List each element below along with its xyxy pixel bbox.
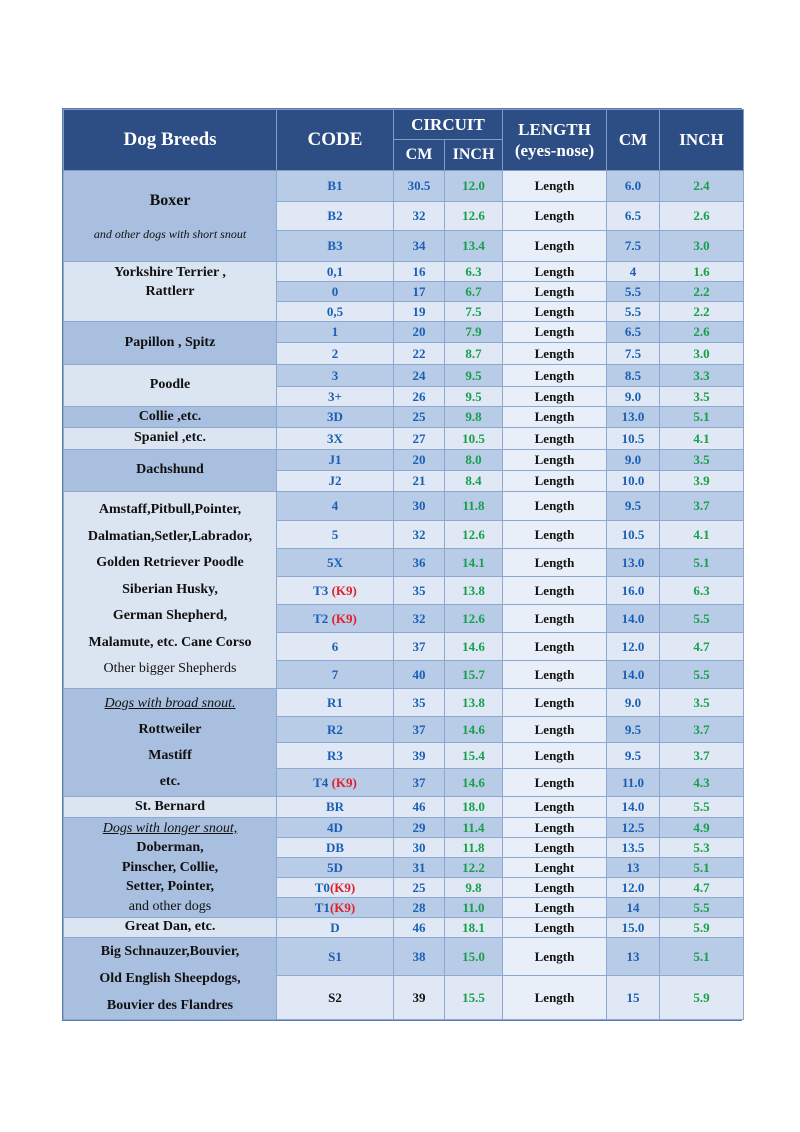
circuit-cm-cell: 30 — [394, 492, 445, 521]
circuit-inch-cell: 15.5 — [445, 976, 503, 1020]
header-length-title: LENGTH — [518, 119, 591, 139]
k9-badge: (K9) — [329, 899, 356, 915]
code-value: B3 — [327, 238, 343, 253]
code-cell — [277, 743, 394, 769]
circuit-cm-cell: 31 — [394, 858, 445, 878]
header-circuit-cm: CM — [394, 140, 445, 171]
code-value: 5 — [331, 526, 339, 542]
breed-st-bernard — [64, 797, 277, 818]
breed-longer-line3: Pinscher, Collie, — [121, 859, 219, 875]
code-cell — [277, 838, 394, 858]
breed-dachshund-name: Dachshund — [136, 462, 204, 478]
code-value: 1 — [331, 324, 339, 339]
length-cm-cell: 10.5 — [607, 521, 660, 549]
length-label-cell: Length — [503, 838, 607, 858]
circuit-inch-cell: 13.4 — [445, 231, 503, 262]
length-label-cell: Length — [503, 976, 607, 1020]
length-inch-cell: 2.6 — [660, 202, 744, 231]
breed-boxer-note: and other dogs with short snout — [93, 226, 247, 241]
code-value: 0,5 — [326, 303, 344, 319]
circuit-cm-cell: 39 — [394, 976, 445, 1020]
code-value: 7 — [331, 666, 339, 682]
breed-collie-name: Collie ,etc. — [138, 408, 202, 424]
header-inch: INCH — [660, 110, 744, 171]
length-cm-cell: 13.0 — [607, 549, 660, 577]
length-cm-cell: 9.5 — [607, 492, 660, 521]
code-cell — [277, 918, 394, 938]
circuit-cm-cell: 26 — [394, 387, 445, 407]
code-value: J2 — [328, 473, 342, 488]
circuit-cm-cell: 24 — [394, 365, 445, 387]
code-value: 5D — [327, 859, 343, 875]
breed-spaniel-name: Spaniel ,etc. — [134, 430, 206, 446]
length-cm-cell: 14.0 — [607, 797, 660, 818]
length-label-cell: Length — [503, 818, 607, 838]
length-label-cell: Length — [503, 661, 607, 689]
circuit-inch-cell: 14.1 — [445, 549, 503, 577]
circuit-cm-cell: 38 — [394, 938, 445, 976]
breed-longer-line4: Setter, Pointer, — [126, 879, 214, 895]
length-label-cell: Length — [503, 302, 607, 322]
breed-longer-line2: Doberman, — [136, 840, 204, 856]
code-cell — [277, 689, 394, 717]
circuit-inch-cell: 8.4 — [445, 471, 503, 492]
length-label-cell: Length — [503, 231, 607, 262]
code-cell — [277, 661, 394, 689]
code-cell — [277, 521, 394, 549]
code-value: T3 — [313, 582, 332, 598]
breed-yorkshire-line2: Rattlerr — [145, 283, 195, 299]
length-inch-cell: 2.4 — [660, 171, 744, 202]
code-cell — [277, 343, 394, 365]
header-code: CODE — [277, 110, 394, 171]
length-cm-cell: 6.0 — [607, 171, 660, 202]
length-label-cell: Length — [503, 262, 607, 282]
circuit-cm-cell: 35 — [394, 577, 445, 605]
circuit-inch-cell: 6.3 — [445, 262, 503, 282]
circuit-cm-cell: 29 — [394, 818, 445, 838]
length-label-cell: Length — [503, 171, 607, 202]
length-cm-cell: 4 — [607, 262, 660, 282]
length-inch-cell: 4.9 — [660, 818, 744, 838]
header-circuit-inch: INCH — [445, 140, 503, 171]
length-cm-cell: 7.5 — [607, 231, 660, 262]
code-value: T0 — [314, 879, 330, 895]
length-inch-cell: 5.1 — [660, 858, 744, 878]
length-inch-cell: 5.9 — [660, 976, 744, 1020]
circuit-inch-cell: 11.8 — [445, 492, 503, 521]
length-cm-cell: 9.0 — [607, 387, 660, 407]
circuit-inch-cell: 7.5 — [445, 302, 503, 322]
circuit-inch-cell: 12.0 — [445, 171, 503, 202]
size-chart — [62, 108, 742, 1021]
length-inch-cell: 5.9 — [660, 918, 744, 938]
length-cm-cell: 13 — [607, 938, 660, 976]
breed-large-dogs — [64, 492, 277, 689]
length-cm-cell: 6.5 — [607, 202, 660, 231]
breed-great-dan-name: Great Dan, etc. — [124, 919, 216, 935]
length-cm-cell: 16.0 — [607, 577, 660, 605]
circuit-inch-cell: 14.6 — [445, 769, 503, 797]
circuit-cm-cell: 20 — [394, 322, 445, 343]
code-cell — [277, 549, 394, 577]
length-label-cell: Length — [503, 918, 607, 938]
breed-great-dan — [64, 918, 277, 938]
code-cell — [277, 492, 394, 521]
breed-dachshund — [64, 450, 277, 492]
code-value: DB — [325, 839, 345, 855]
circuit-cm-cell: 19 — [394, 302, 445, 322]
length-label-cell: Length — [503, 450, 607, 471]
length-cm-cell: 9.0 — [607, 689, 660, 717]
circuit-inch-cell: 14.6 — [445, 717, 503, 743]
code-value: J1 — [328, 452, 342, 467]
header-length-sub: (eyes-nose) — [514, 141, 595, 160]
length-cm-cell: 5.5 — [607, 302, 660, 322]
breed-papillon-name: Papillon , Spitz — [124, 334, 216, 350]
code-cell — [277, 797, 394, 818]
breed-schnauzer-line3: Bouvier des Flandres — [106, 998, 234, 1013]
code-cell — [277, 717, 394, 743]
length-label-cell: Length — [503, 633, 607, 661]
circuit-cm-cell: 32 — [394, 202, 445, 231]
length-label-cell: Length — [503, 577, 607, 605]
breed-collie — [64, 407, 277, 428]
length-cm-cell: 15.0 — [607, 918, 660, 938]
length-cm-cell: 13.5 — [607, 838, 660, 858]
k9-badge: (K9) — [329, 879, 356, 895]
circuit-cm-cell: 36 — [394, 549, 445, 577]
code-cell — [277, 282, 394, 302]
length-label-cell: Length — [503, 743, 607, 769]
breed-large-line6: Malamute, etc. Cane Corso — [88, 634, 252, 650]
circuit-inch-cell: 14.6 — [445, 633, 503, 661]
header-cm: CM — [607, 110, 660, 171]
breed-large-line2: Dalmatian,Setler,Labrador, — [87, 528, 253, 544]
code-value: 4 — [331, 498, 339, 513]
circuit-inch-cell: 12.2 — [445, 858, 503, 878]
length-inch-cell: 4.7 — [660, 878, 744, 898]
k9-badge: (K9) — [331, 582, 357, 598]
breed-broad-line4: etc. — [159, 773, 181, 789]
code-value: 3D — [327, 409, 343, 424]
circuit-inch-cell: 9.8 — [445, 407, 503, 428]
length-inch-cell: 4.7 — [660, 633, 744, 661]
circuit-inch-cell: 9.5 — [445, 387, 503, 407]
breed-broad-line3: Mastiff — [148, 747, 192, 763]
circuit-cm-cell: 28 — [394, 898, 445, 918]
table-body — [64, 171, 744, 1020]
code-value: 3 — [331, 367, 339, 383]
length-cm-cell: 7.5 — [607, 343, 660, 365]
code-value: R2 — [327, 721, 343, 737]
circuit-cm-cell: 46 — [394, 797, 445, 818]
circuit-cm-cell: 39 — [394, 743, 445, 769]
breed-longer-line1: Dogs with longer snout, — [102, 820, 238, 836]
code-value: 0,1 — [326, 263, 344, 279]
length-label-cell: Length — [503, 387, 607, 407]
length-label-cell: Length — [503, 605, 607, 633]
length-cm-cell: 8.5 — [607, 365, 660, 387]
length-label-cell: Length — [503, 689, 607, 717]
circuit-cm-cell: 35 — [394, 689, 445, 717]
circuit-cm-cell: 22 — [394, 343, 445, 365]
length-label-cell: Length — [503, 717, 607, 743]
circuit-inch-cell: 15.4 — [445, 743, 503, 769]
circuit-cm-cell: 21 — [394, 471, 445, 492]
length-cm-cell: 9.5 — [607, 717, 660, 743]
header-dog-breeds: Dog Breeds — [64, 110, 277, 171]
length-inch-cell: 5.5 — [660, 661, 744, 689]
code-value: 3X — [327, 430, 343, 446]
circuit-inch-cell: 12.6 — [445, 202, 503, 231]
circuit-inch-cell: 15.0 — [445, 938, 503, 976]
length-inch-cell: 5.5 — [660, 797, 744, 818]
length-inch-cell: 2.2 — [660, 282, 744, 302]
length-label-cell: Length — [503, 365, 607, 387]
code-cell — [277, 450, 394, 471]
dog-size-table — [63, 109, 744, 1020]
code-cell — [277, 938, 394, 976]
code-value: T4 — [313, 774, 332, 790]
code-cell — [277, 428, 394, 450]
length-cm-cell: 14.0 — [607, 605, 660, 633]
length-inch-cell: 3.5 — [660, 689, 744, 717]
code-cell — [277, 231, 394, 262]
length-cm-cell: 10.0 — [607, 471, 660, 492]
breed-st-bernard-name: St. Bernard — [135, 798, 205, 814]
length-inch-cell: 5.3 — [660, 838, 744, 858]
length-cm-cell: 12.0 — [607, 878, 660, 898]
code-cell — [277, 322, 394, 343]
breed-boxer-name: Boxer — [149, 192, 191, 210]
length-label-cell: Length — [503, 343, 607, 365]
length-label-cell: Length — [503, 898, 607, 918]
code-cell — [277, 577, 394, 605]
length-inch-cell: 3.0 — [660, 343, 744, 365]
breed-papillon — [64, 322, 277, 365]
breed-poodle-name: Poodle — [149, 377, 191, 393]
code-cell — [277, 898, 394, 918]
code-value: 0 — [331, 283, 339, 299]
length-inch-cell: 3.7 — [660, 717, 744, 743]
circuit-inch-cell: 7.9 — [445, 322, 503, 343]
code-value: D — [330, 919, 340, 935]
length-label-cell: Length — [503, 938, 607, 976]
circuit-cm-cell: 40 — [394, 661, 445, 689]
code-value: S2 — [328, 989, 342, 1005]
circuit-inch-cell: 11.8 — [445, 838, 503, 858]
length-label-cell: Length — [503, 428, 607, 450]
breed-large-line3: Golden Retriever Poodle — [96, 555, 244, 571]
circuit-inch-cell: 12.6 — [445, 521, 503, 549]
circuit-cm-cell: 17 — [394, 282, 445, 302]
code-value: 3+ — [328, 388, 342, 404]
length-inch-cell: 6.3 — [660, 577, 744, 605]
breed-large-line4: Siberian Husky, — [122, 581, 218, 597]
circuit-cm-cell: 34 — [394, 231, 445, 262]
circuit-cm-cell: 37 — [394, 769, 445, 797]
header-length — [503, 110, 607, 171]
length-label-cell: Length — [503, 878, 607, 898]
length-inch-cell: 5.5 — [660, 605, 744, 633]
k9-badge: (K9) — [331, 610, 357, 626]
breed-large-line7: Other bigger Shepherds — [103, 661, 237, 677]
code-value: T1 — [314, 899, 330, 915]
length-inch-cell: 5.1 — [660, 407, 744, 428]
length-inch-cell: 3.7 — [660, 492, 744, 521]
code-value: 6 — [331, 638, 339, 654]
circuit-inch-cell: 9.8 — [445, 878, 503, 898]
breed-large-line1: Amstaff,Pitbull,Pointer, — [98, 502, 242, 518]
length-label-cell: Length — [503, 521, 607, 549]
code-cell — [277, 387, 394, 407]
length-cm-cell: 13 — [607, 858, 660, 878]
breed-yorkshire-line1: Yorkshire Terrier , — [114, 265, 226, 280]
breed-spaniel — [64, 428, 277, 450]
code-value: B1 — [327, 178, 343, 193]
circuit-cm-cell: 25 — [394, 407, 445, 428]
code-cell — [277, 365, 394, 387]
circuit-cm-cell: 46 — [394, 918, 445, 938]
breed-schnauzer-line1: Big Schnauzer,Bouvier, — [100, 944, 240, 959]
circuit-inch-cell: 10.5 — [445, 428, 503, 450]
breed-broad-snout — [64, 689, 277, 797]
code-value: 2 — [331, 345, 339, 361]
length-cm-cell: 14 — [607, 898, 660, 918]
code-cell — [277, 407, 394, 428]
length-inch-cell: 2.6 — [660, 322, 744, 343]
circuit-cm-cell: 27 — [394, 428, 445, 450]
length-label-cell: Length — [503, 471, 607, 492]
circuit-inch-cell: 18.0 — [445, 797, 503, 818]
length-cm-cell: 10.5 — [607, 428, 660, 450]
code-value: 4D — [327, 819, 343, 835]
length-label-cell: Length — [503, 202, 607, 231]
code-value: 5X — [327, 554, 343, 570]
length-cm-cell: 11.0 — [607, 769, 660, 797]
circuit-cm-cell: 25 — [394, 878, 445, 898]
breed-broad-line1: Dogs with broad snout. — [104, 695, 236, 711]
length-cm-cell: 12.0 — [607, 633, 660, 661]
length-label-cell: Lenght — [503, 858, 607, 878]
length-label-cell: Length — [503, 322, 607, 343]
code-cell — [277, 818, 394, 838]
circuit-cm-cell: 20 — [394, 450, 445, 471]
code-value: B2 — [327, 208, 343, 223]
code-cell — [277, 262, 394, 282]
length-cm-cell: 6.5 — [607, 322, 660, 343]
code-value: S1 — [328, 948, 342, 964]
length-inch-cell: 4.1 — [660, 428, 744, 450]
length-inch-cell: 3.9 — [660, 471, 744, 492]
code-cell — [277, 976, 394, 1020]
length-inch-cell: 3.7 — [660, 743, 744, 769]
length-inch-cell: 4.1 — [660, 521, 744, 549]
breed-yorkshire — [64, 262, 277, 322]
length-inch-cell: 2.2 — [660, 302, 744, 322]
header-circuit: CIRCUIT — [394, 110, 503, 140]
length-inch-cell: 5.1 — [660, 938, 744, 976]
length-inch-cell: 3.0 — [660, 231, 744, 262]
circuit-inch-cell: 13.8 — [445, 689, 503, 717]
code-value: R3 — [327, 747, 343, 763]
code-value: T2 — [313, 610, 332, 626]
breed-large-line5: German Shepherd, — [112, 608, 228, 624]
length-cm-cell: 14.0 — [607, 661, 660, 689]
length-label-cell: Length — [503, 549, 607, 577]
length-cm-cell: 13.0 — [607, 407, 660, 428]
code-cell — [277, 302, 394, 322]
length-inch-cell: 5.5 — [660, 898, 744, 918]
length-inch-cell: 1.6 — [660, 262, 744, 282]
code-cell — [277, 878, 394, 898]
circuit-inch-cell: 18.1 — [445, 918, 503, 938]
circuit-cm-cell: 16 — [394, 262, 445, 282]
length-inch-cell: 4.3 — [660, 769, 744, 797]
circuit-inch-cell: 13.8 — [445, 577, 503, 605]
length-cm-cell: 15 — [607, 976, 660, 1020]
length-cm-cell: 12.5 — [607, 818, 660, 838]
length-cm-cell: 9.5 — [607, 743, 660, 769]
circuit-cm-cell: 32 — [394, 605, 445, 633]
breed-poodle — [64, 365, 277, 407]
code-cell — [277, 769, 394, 797]
circuit-inch-cell: 6.7 — [445, 282, 503, 302]
code-cell — [277, 171, 394, 202]
circuit-inch-cell: 11.4 — [445, 818, 503, 838]
circuit-cm-cell: 32 — [394, 521, 445, 549]
breed-longer-line5: and other dogs — [128, 898, 212, 914]
circuit-cm-cell: 30 — [394, 838, 445, 858]
k9-badge: (K9) — [331, 774, 357, 790]
length-label-cell: Length — [503, 282, 607, 302]
code-cell — [277, 202, 394, 231]
length-label-cell: Length — [503, 492, 607, 521]
length-inch-cell: 5.1 — [660, 549, 744, 577]
code-value: R1 — [327, 694, 343, 710]
circuit-inch-cell: 8.7 — [445, 343, 503, 365]
circuit-cm-cell: 30.5 — [394, 171, 445, 202]
code-cell — [277, 633, 394, 661]
breed-boxer — [64, 171, 277, 262]
length-inch-cell: 3.5 — [660, 387, 744, 407]
breed-schnauzer-line2: Old English Sheepdogs, — [99, 971, 241, 986]
circuit-cm-cell: 37 — [394, 717, 445, 743]
code-cell — [277, 471, 394, 492]
length-cm-cell: 9.0 — [607, 450, 660, 471]
circuit-inch-cell: 15.7 — [445, 661, 503, 689]
length-cm-cell: 5.5 — [607, 282, 660, 302]
code-cell — [277, 858, 394, 878]
circuit-inch-cell: 9.5 — [445, 365, 503, 387]
length-inch-cell: 3.3 — [660, 365, 744, 387]
code-value: BR — [325, 799, 345, 814]
length-label-cell: Length — [503, 797, 607, 818]
circuit-inch-cell: 11.0 — [445, 898, 503, 918]
breed-broad-line2: Rottweiler — [138, 721, 202, 737]
circuit-inch-cell: 12.6 — [445, 605, 503, 633]
length-label-cell: Length — [503, 407, 607, 428]
breed-schnauzer — [64, 938, 277, 1020]
circuit-cm-cell: 37 — [394, 633, 445, 661]
length-label-cell: Length — [503, 769, 607, 797]
circuit-inch-cell: 8.0 — [445, 450, 503, 471]
breed-longer-snout — [64, 818, 277, 918]
code-cell — [277, 605, 394, 633]
length-inch-cell: 3.5 — [660, 450, 744, 471]
